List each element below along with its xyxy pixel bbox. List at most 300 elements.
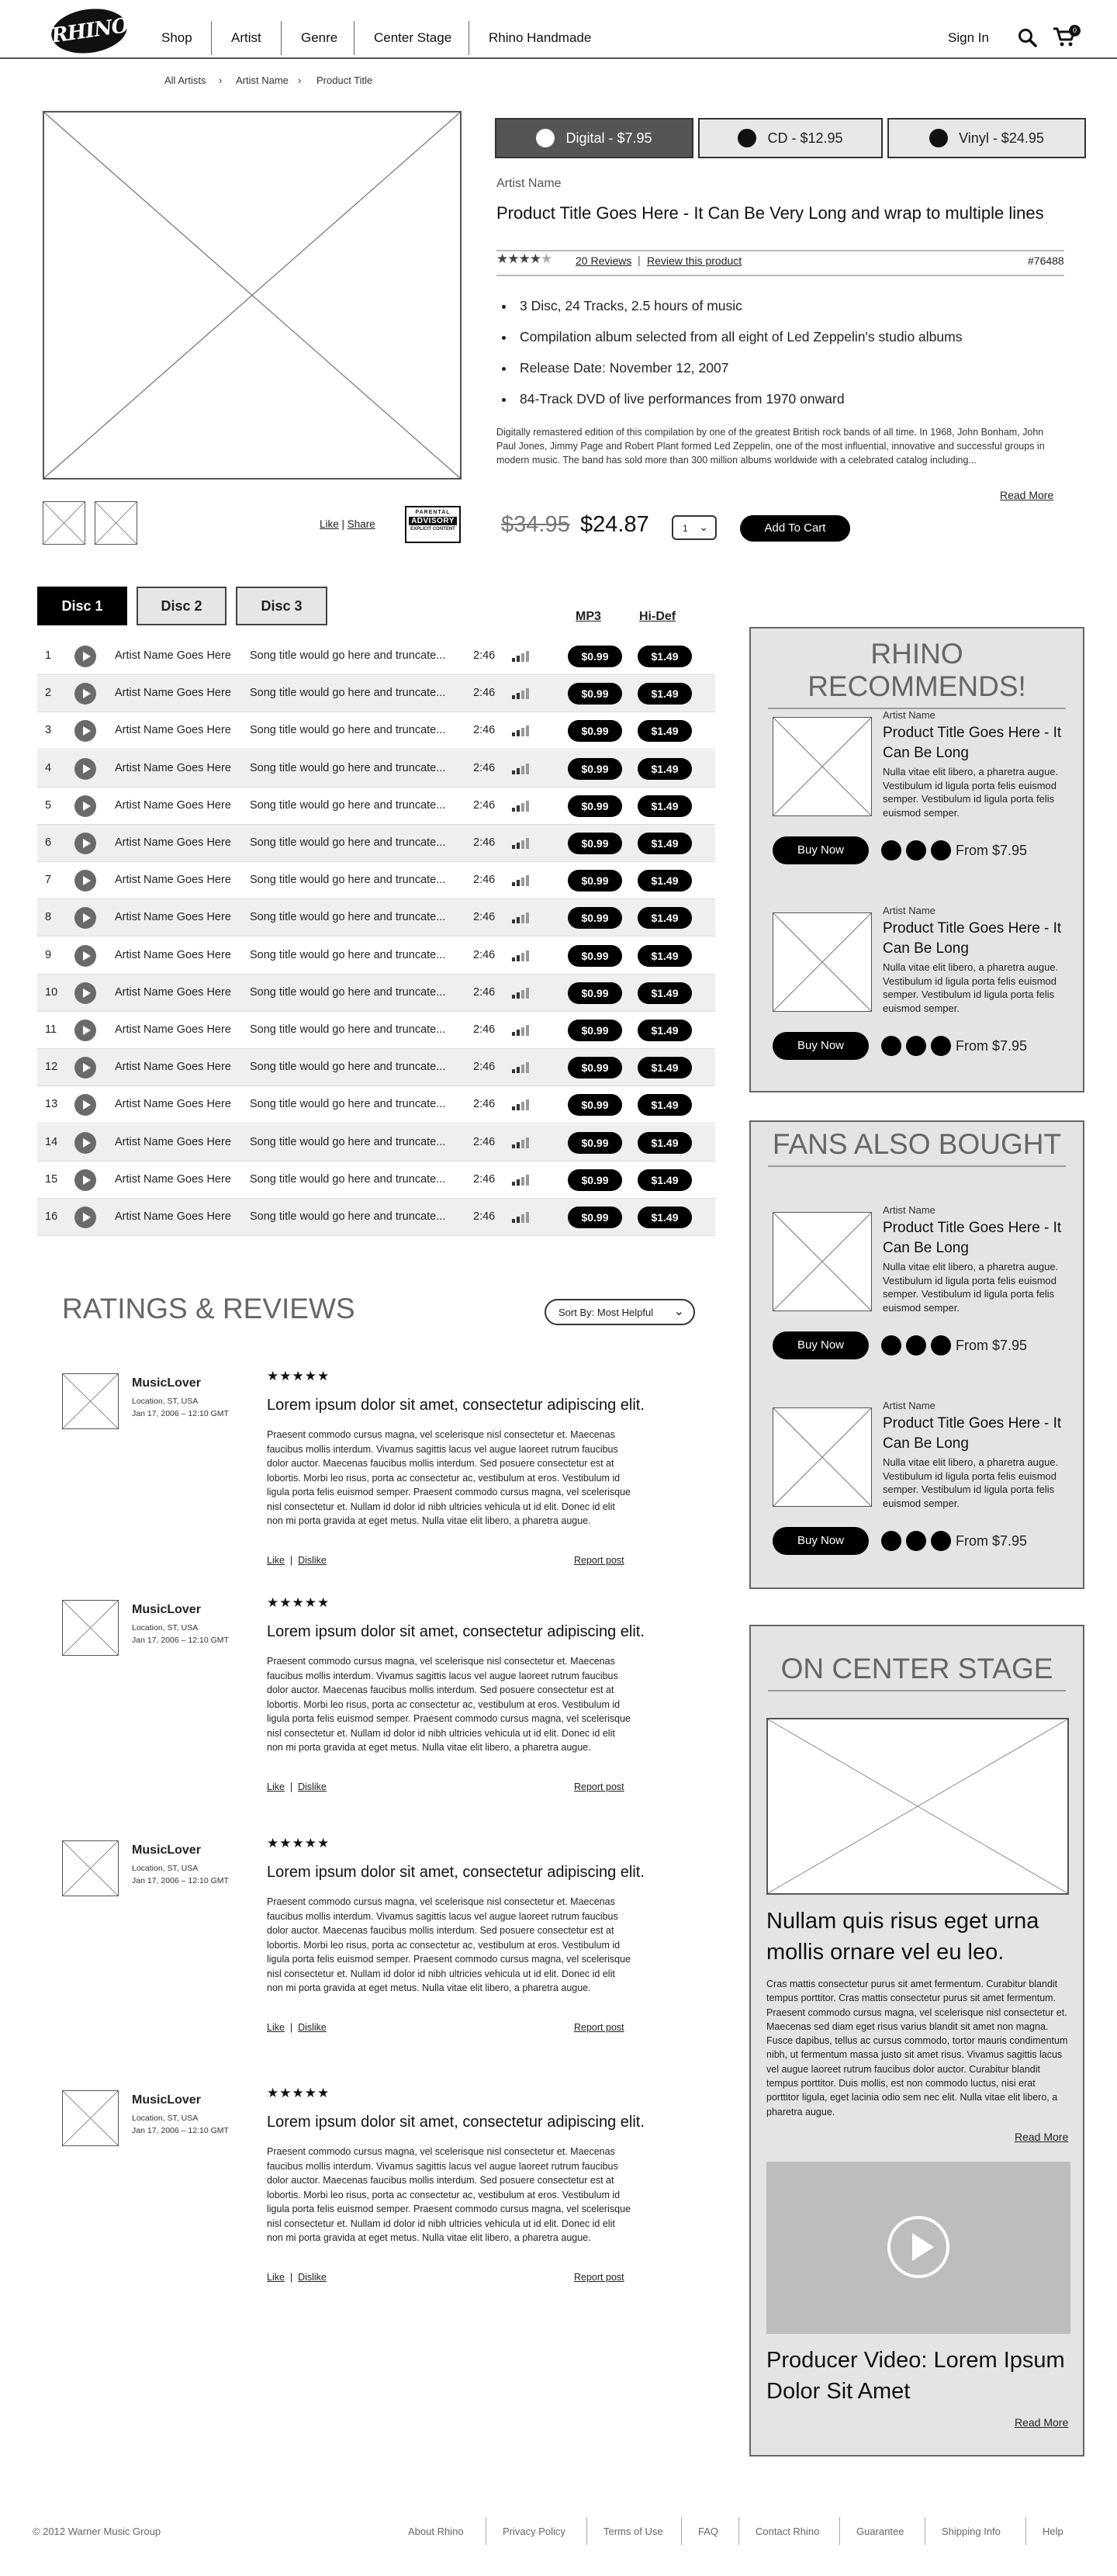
review-date: Jan 17, 2006 – 12:10 GMT: [132, 2126, 229, 2135]
play-icon[interactable]: [74, 1020, 96, 1041]
track-artist[interactable]: Artist Name Goes Here: [115, 761, 231, 774]
format-cd-tab[interactable]: CD - $12.95: [698, 118, 883, 158]
format-dot-icon[interactable]: [931, 1335, 951, 1356]
nav-genre[interactable]: Genre: [301, 30, 338, 45]
buy-mp3-button[interactable]: $0.99: [568, 720, 622, 742]
footer-link[interactable]: Privacy Policy: [503, 2526, 565, 2537]
reviewer-avatar: [62, 1840, 119, 1896]
search-icon[interactable]: [1018, 28, 1038, 48]
track-artist[interactable]: Artist Name Goes Here: [115, 1061, 231, 1074]
buy-mp3-button[interactable]: $0.99: [568, 758, 622, 780]
buy-hidef-button[interactable]: $1.49: [638, 795, 692, 817]
track-title[interactable]: Song title would go here and truncate...: [250, 1023, 446, 1036]
sidebar-product-image[interactable]: [773, 1407, 872, 1507]
track-artist[interactable]: Artist Name Goes Here: [115, 1135, 231, 1148]
review-title: Lorem ipsum dolor sit amet, consectetur adipiscing elit.: [267, 1397, 645, 1414]
track-row: [37, 1086, 715, 1124]
review-body: Praesent commodo cursus magna, vel scelerisque nisl consectetur et. Maecenas faucibus mollis interdum. Vivamus sagittis lacus vel augue laoreet rutrum faucibus dolor auctor. Maecenas faucibus mollis interdum. Sed posuere consectetur est at lobortis. Morbi leo risus, porta ac consectetur ac, vestibulum at eros. Vestibulum id ligula porta felis euismod semper. Praesent commodo cursus magna, vel scelerisque nisl consectetur et. Nullam id dolor id nibh ultricies vehicula ut id elit. Donec id elit non mi porta gravida at eget metus. Nulla vitae elit libero, a pharetra augue.: [267, 1896, 631, 1993]
footer-link[interactable]: About Rhino: [408, 2526, 464, 2537]
track-artist[interactable]: Artist Name Goes Here: [115, 948, 231, 961]
like-link[interactable]: Like: [267, 2272, 285, 2283]
track-title[interactable]: Song title would go here and truncate...: [250, 798, 446, 812]
buy-hidef-button[interactable]: $1.49: [638, 945, 692, 967]
review-title: Lorem ipsum dolor sit amet, consectetur adipiscing elit.: [267, 1623, 645, 1640]
buy-now-button[interactable]: Buy Now: [773, 1032, 869, 1060]
play-icon[interactable]: [74, 833, 96, 854]
track-row: [37, 937, 715, 975]
product-features: [498, 298, 962, 422]
buy-mp3-button[interactable]: $0.99: [568, 646, 622, 667]
track-row: [37, 1124, 715, 1162]
nav-rhino-handmade[interactable]: Rhino Handmade: [489, 30, 592, 45]
popularity-icon: [512, 651, 532, 662]
buy-hidef-button[interactable]: $1.49: [638, 1057, 692, 1079]
center-stage-body: Cras mattis consectetur purus sit amet fermentum. Curabitur blandit tempus porttitor. Cras mattis consectetur purus sit amet fermentum. Praesent commodo cursus magna, vel scelerisque nisl consectetur et. Maecenas sed diam eget risus varius blandit sit amet non magna. Fusce dapibus, tellus ac cursus commodo, tortor mauris condimentum nibh, ut fermentum massa justo sit amet risus. Vivamus sagittis lacus vel augue laoreet rutrum faucibus dolor auctor. Curabitur blandit tempus porttitor. Duis mollis, est non commodo luctus, nisi erat porttitor ligula, eget lacinia odio sem nec elit. Nulla vitae elit libero, a pharetra augue.: [766, 1979, 1068, 2117]
reviewer-location: Location, ST, USA: [132, 1397, 199, 1406]
track-duration: 2:46: [473, 1172, 496, 1186]
play-icon[interactable]: [887, 2216, 949, 2278]
sidebar-product-title[interactable]: Product Title Goes Here - It Can Be Long: [883, 725, 1062, 761]
track-artist[interactable]: Artist Name Goes Here: [115, 687, 231, 700]
track-number: 13: [45, 1098, 58, 1111]
product-description: Digitally remastered edition of this compilation by one of the greatest British rock bands of all time. In 1968, John Bonham, John Paul Jones, Jimmy Page and Robert Plant formed Led Zeppelin, one of the most influential, innovative and successful groups in modern music. The band has sold more than 300 million albums worldwide with a celebrated catalog including...: [496, 427, 1045, 466]
buy-hidef-button[interactable]: $1.49: [638, 720, 692, 742]
popularity-icon: [512, 801, 532, 812]
format-dot-icon[interactable]: [881, 840, 901, 860]
footer-link[interactable]: Guarantee: [856, 2526, 904, 2537]
report-post-link[interactable]: Report post: [574, 1781, 624, 1792]
video-player[interactable]: [766, 2162, 1070, 2334]
format-dot-icon[interactable]: [881, 1531, 901, 1551]
rhino-logo[interactable]: RHINO: [49, 4, 130, 57]
add-to-cart-button[interactable]: Add To Cart: [740, 515, 850, 542]
track-row: [37, 675, 715, 712]
reviews-heading: RATINGS & REVIEWS: [62, 1293, 355, 1324]
play-icon[interactable]: [74, 646, 96, 667]
breadcrumb-all-artists[interactable]: All Artists: [164, 74, 206, 86]
buy-mp3-button[interactable]: $0.99: [568, 1132, 622, 1154]
track-artist[interactable]: Artist Name Goes Here: [115, 836, 231, 849]
buy-hidef-button[interactable]: $1.49: [638, 1020, 692, 1041]
nav-divider: [281, 21, 282, 55]
review-title: Lorem ipsum dolor sit amet, consectetur adipiscing elit.: [267, 1864, 645, 1881]
track-duration: 2:46: [473, 1210, 496, 1223]
track-title[interactable]: Song title would go here and truncate...: [250, 985, 446, 999]
dislike-link[interactable]: Dislike: [298, 1555, 327, 1566]
track-duration: 2:46: [473, 724, 496, 737]
play-icon[interactable]: [74, 1207, 96, 1228]
review-stars: ★★★★★: [267, 2086, 330, 2100]
format-dot-icon[interactable]: [906, 1335, 926, 1356]
like-link[interactable]: Like: [267, 1781, 285, 1792]
product-thumbnail[interactable]: [95, 501, 137, 545]
track-row: [37, 862, 715, 899]
tab-disc-3[interactable]: Disc 3: [236, 587, 327, 625]
radio-icon: [738, 129, 756, 147]
dislike-link[interactable]: Dislike: [298, 2022, 327, 2033]
buy-mp3-button[interactable]: $0.99: [568, 982, 622, 1004]
center-stage-heading: ON CENTER STAGE: [768, 1653, 1066, 1691]
header-divider: [0, 57, 1117, 59]
center-stage-read-more[interactable]: Read More: [1015, 2131, 1069, 2143]
track-number: 8: [45, 911, 52, 924]
format-dot-icon[interactable]: [906, 840, 926, 860]
track-row: [37, 1199, 715, 1236]
track-artist[interactable]: Artist Name Goes Here: [115, 985, 231, 999]
popularity-icon: [512, 1099, 532, 1110]
track-artist[interactable]: Artist Name Goes Here: [115, 1098, 231, 1111]
play-icon[interactable]: [74, 758, 96, 780]
track-number: 2: [45, 687, 52, 700]
sidebar-product-desc: Nulla vitae elit libero, a pharetra augue. Vestibulum id ligula porta felis euismod semper. Vestibulum id ligula porta felis euismod semper.: [883, 766, 1059, 819]
popularity-icon: [512, 1212, 532, 1223]
footer-link[interactable]: Contact Rhino: [756, 2526, 820, 2537]
track-row: [37, 1012, 715, 1049]
review-title: Lorem ipsum dolor sit amet, consectetur adipiscing elit.: [267, 2114, 645, 2131]
popularity-icon: [512, 1175, 532, 1186]
track-number: 12: [45, 1061, 58, 1074]
track-title[interactable]: Song title would go here and truncate...: [250, 687, 446, 700]
review-votes: Like | Dislike: [267, 1781, 327, 1792]
buy-hidef-button[interactable]: $1.49: [638, 1094, 692, 1116]
like-link[interactable]: Like: [320, 518, 339, 530]
report-post-link[interactable]: Report post: [574, 2272, 624, 2283]
play-icon[interactable]: [74, 945, 96, 967]
buy-hidef-button[interactable]: $1.49: [638, 870, 692, 892]
popularity-icon: [512, 838, 532, 849]
sidebar-product-artist[interactable]: Artist Name: [883, 1204, 935, 1216]
format-dot-icon[interactable]: [906, 1531, 926, 1551]
chevron-down-icon: ⌄: [673, 1305, 684, 1318]
reviewer-avatar: [62, 1373, 119, 1429]
nav-center-stage[interactable]: Center Stage: [374, 30, 452, 45]
review-votes: Like | Dislike: [267, 2272, 327, 2283]
buy-mp3-button[interactable]: $0.99: [568, 945, 622, 967]
track-artist[interactable]: Artist Name Goes Here: [115, 1023, 231, 1036]
track-duration: 2:46: [473, 1023, 496, 1036]
track-number: 5: [45, 798, 52, 812]
feature-item: • 84-Track DVD of live performances from 1970 onward: [515, 391, 962, 407]
format-vinyl-tab[interactable]: Vinyl - $24.95: [887, 118, 1086, 158]
track-duration: 2:46: [473, 798, 496, 812]
review-body: Praesent commodo cursus magna, vel scelerisque nisl consectetur et. Maecenas faucibus mollis interdum. Vivamus sagittis lacus vel augue laoreet rutrum faucibus dolor auctor. Maecenas faucibus mollis interdum. Sed posuere consectetur est at lobortis. Morbi leo risus, porta ac consectetur ac, vestibulum at eros. Vestibulum id ligula porta felis euismod semper. Praesent commodo cursus magna, vel scelerisque nisl consectetur et. Nullam id dolor id nibh ultricies vehicula ut id elit. Donec id elit non mi porta gravida at eget metus. Nulla vitae elit libero, a pharetra augue.: [267, 2146, 631, 2243]
format-dots: [881, 840, 951, 860]
track-artist[interactable]: Artist Name Goes Here: [115, 798, 231, 812]
like-link[interactable]: Like: [267, 2022, 285, 2033]
tab-disc-2[interactable]: Disc 2: [137, 587, 227, 625]
footer-divider: [681, 2517, 682, 2545]
radio-icon: [536, 129, 555, 147]
track-artist[interactable]: Artist Name Goes Here: [115, 911, 231, 924]
track-title[interactable]: Song title would go here and truncate...: [250, 1172, 446, 1186]
buy-mp3-button[interactable]: $0.99: [568, 1057, 622, 1079]
sidebar-product-title[interactable]: Product Title Goes Here - It Can Be Long: [883, 1415, 1062, 1452]
popularity-icon: [512, 763, 532, 774]
track-artist[interactable]: Artist Name Goes Here: [115, 724, 231, 737]
popularity-icon: [512, 988, 532, 999]
review-stars: ★★★★★: [267, 1595, 330, 1610]
buy-now-button[interactable]: Buy Now: [773, 1527, 869, 1555]
buy-hidef-button[interactable]: $1.49: [638, 1207, 692, 1228]
sidebar-product-desc: Nulla vitae elit libero, a pharetra augue. Vestibulum id ligula porta felis euismod semper. Vestibulum id ligula porta felis euismod semper.: [883, 961, 1059, 1014]
buy-hidef-button[interactable]: $1.49: [638, 758, 692, 780]
buy-hidef-button[interactable]: $1.49: [638, 683, 692, 705]
footer-divider: [738, 2517, 739, 2545]
track-title[interactable]: Song title would go here and truncate...: [250, 1061, 446, 1074]
center-stage-headline[interactable]: Nullam quis risus eget urna mollis ornare vel eu leo.: [766, 1909, 1039, 1965]
footer-divider: [586, 2517, 587, 2545]
play-icon[interactable]: [74, 907, 96, 929]
track-title[interactable]: Song title would go here and truncate...: [250, 649, 446, 662]
track-title[interactable]: Song title would go here and truncate...: [250, 1098, 446, 1111]
radio-icon: [929, 129, 948, 147]
reviews-count-link[interactable]: 20 Reviews: [576, 254, 632, 267]
nav-shop[interactable]: Shop: [161, 30, 192, 45]
track-duration: 2:46: [473, 911, 496, 924]
format-dots: [881, 1036, 951, 1056]
track-row: [37, 899, 715, 937]
review-date: Jan 17, 2006 – 12:10 GMT: [132, 1876, 229, 1885]
original-price: $34.95: [501, 512, 570, 537]
chevron-down-icon: ⌄: [699, 521, 708, 533]
nav-artist[interactable]: Artist: [231, 30, 261, 45]
play-icon[interactable]: [74, 795, 96, 817]
track-duration: 2:46: [473, 948, 496, 961]
sidebar-product-image[interactable]: [773, 1212, 872, 1311]
buy-hidef-button[interactable]: $1.49: [638, 646, 692, 667]
buy-mp3-button[interactable]: $0.99: [568, 833, 622, 854]
divider: [496, 275, 1064, 276]
track-title[interactable]: Song title would go here and truncate...: [250, 948, 446, 961]
track-title[interactable]: Song title would go here and truncate...: [250, 761, 446, 774]
popularity-icon: [512, 912, 532, 923]
product-image[interactable]: [43, 111, 462, 480]
track-number: 6: [45, 836, 52, 849]
parental-advisory-logo: PARENTAL ADVISORY EXPLICIT CONTENT: [405, 506, 461, 543]
feature-item: • Compilation album selected from all eight of Led Zeppelin's studio albums: [515, 329, 962, 345]
track-duration: 2:46: [473, 687, 496, 700]
track-duration: 2:46: [473, 874, 496, 887]
format-dots: [881, 1335, 951, 1356]
play-icon[interactable]: [74, 870, 96, 892]
buy-mp3-button[interactable]: $0.99: [568, 795, 622, 817]
footer-link[interactable]: FAQ: [698, 2526, 719, 2537]
from-price: From $7.95: [956, 1038, 1028, 1054]
footer-divider: [839, 2517, 840, 2545]
play-icon[interactable]: [74, 1169, 96, 1191]
chevron-right-icon: ›: [298, 74, 302, 86]
copyright: © 2012 Warner Music Group: [33, 2526, 161, 2537]
hidef-column-header: Hi-Def: [639, 610, 676, 623]
buy-mp3-button[interactable]: $0.99: [568, 870, 622, 892]
review-product-link[interactable]: Review this product: [647, 254, 742, 267]
from-price: From $7.95: [956, 1533, 1028, 1549]
track-number: 7: [45, 874, 52, 887]
track-number: 1: [45, 649, 52, 662]
track-row: [37, 975, 715, 1012]
reviewer-avatar: [62, 2090, 119, 2146]
sidebar-product-desc: Nulla vitae elit libero, a pharetra augue. Vestibulum id ligula porta felis euismod semper. Vestibulum id ligula porta felis euismod semper.: [883, 1261, 1059, 1314]
sidebar-product-artist[interactable]: Artist Name: [883, 1400, 935, 1411]
review-date: Jan 17, 2006 – 12:10 GMT: [132, 1409, 229, 1418]
track-title[interactable]: Song title would go here and truncate...: [250, 836, 446, 849]
review-votes: Like | Dislike: [267, 2022, 327, 2033]
track-number: 15: [45, 1172, 58, 1186]
like-link[interactable]: Like: [267, 1555, 285, 1566]
like-share: Like | Share: [320, 518, 375, 530]
share-link[interactable]: Share: [347, 518, 375, 530]
reviewer-location: Location, ST, USA: [132, 1623, 199, 1633]
buy-hidef-button[interactable]: $1.49: [638, 1169, 692, 1191]
footer-link[interactable]: Help: [1043, 2526, 1063, 2537]
format-dot-icon[interactable]: [906, 1036, 926, 1056]
reviewer-name[interactable]: MusicLover: [132, 1844, 201, 1857]
track-number: 4: [45, 761, 52, 774]
reviewer-location: Location, ST, USA: [132, 1864, 199, 1873]
from-price: From $7.95: [956, 1338, 1028, 1353]
product-sku: #76488: [1028, 254, 1064, 267]
format-dot-icon[interactable]: [881, 1335, 901, 1356]
breadcrumb-artist-name[interactable]: Artist Name: [236, 74, 289, 86]
track-artist[interactable]: Artist Name Goes Here: [115, 1172, 231, 1186]
review-body: Praesent commodo cursus magna, vel scelerisque nisl consectetur et. Maecenas faucibus mollis interdum. Vivamus sagittis lacus vel augue laoreet rutrum faucibus dolor auctor. Maecenas faucibus mollis interdum. Sed posuere consectetur est at lobortis. Morbi leo risus, porta ac consectetur ac, vestibulum at eros. Vestibulum id ligula porta felis euismod semper. Praesent commodo cursus magna, vel scelerisque nisl consectetur et. Nullam id dolor id nibh ultricies vehicula ut id elit. Donec id elit non mi porta gravida at eget metus. Nulla vitae elit libero, a pharetra augue.: [267, 1656, 631, 1753]
quantity-select[interactable]: 1 ⌄: [672, 515, 717, 540]
reviewer-name[interactable]: MusicLover: [132, 1376, 201, 1390]
track-duration: 2:46: [473, 836, 496, 849]
track-artist[interactable]: Artist Name Goes Here: [115, 1210, 231, 1223]
sign-in-link[interactable]: Sign In: [948, 30, 989, 45]
track-duration: 2:46: [473, 1098, 496, 1111]
product-artist[interactable]: Artist Name: [496, 177, 562, 190]
buy-mp3-button[interactable]: $0.99: [568, 1094, 622, 1116]
track-row: [37, 750, 715, 788]
separator: |: [638, 254, 641, 266]
popularity-icon: [512, 725, 532, 736]
buy-now-button[interactable]: Buy Now: [773, 1331, 869, 1359]
sidebar-product-title[interactable]: Product Title Goes Here - It Can Be Long: [883, 920, 1062, 957]
review-votes: Like | Dislike: [267, 1555, 327, 1566]
video-title[interactable]: Producer Video: Lorem Ipsum Dolor Sit Amet: [766, 2348, 1065, 2404]
buy-mp3-button[interactable]: $0.99: [568, 907, 622, 929]
read-more-link[interactable]: Read More: [1000, 489, 1054, 501]
divider: [496, 250, 1064, 251]
dislike-link[interactable]: Dislike: [298, 2272, 327, 2283]
cart-count-badge: 0: [1069, 25, 1081, 36]
track-title[interactable]: Song title would go here and truncate...: [250, 724, 446, 737]
popularity-icon: [512, 950, 532, 961]
report-post-link[interactable]: Report post: [574, 1555, 624, 1566]
format-dot-icon[interactable]: [931, 1036, 951, 1056]
recommends-heading: RHINO RECOMMENDS!: [768, 638, 1066, 709]
buy-now-button[interactable]: Buy Now: [773, 836, 869, 864]
popularity-icon: [512, 1137, 532, 1148]
popularity-icon: [512, 1062, 532, 1073]
buy-hidef-button[interactable]: $1.49: [638, 833, 692, 854]
popularity-icon: [512, 1025, 532, 1036]
format-dot-icon[interactable]: [931, 840, 951, 860]
reviewer-name[interactable]: MusicLover: [132, 1603, 201, 1616]
track-duration: 2:46: [473, 649, 496, 662]
format-dot-icon[interactable]: [881, 1036, 901, 1056]
track-number: 16: [45, 1210, 58, 1223]
sidebar-product-artist[interactable]: Artist Name: [883, 905, 935, 916]
format-digital-tab[interactable]: Digital - $7.95: [495, 118, 693, 158]
reviewer-avatar: [62, 1600, 119, 1656]
play-icon[interactable]: [74, 982, 96, 1004]
buy-hidef-button[interactable]: $1.49: [638, 1132, 692, 1154]
report-post-link[interactable]: Report post: [574, 2022, 624, 2033]
buy-mp3-button[interactable]: $0.99: [568, 683, 622, 705]
track-duration: 2:46: [473, 1135, 496, 1148]
sidebar-product-artist[interactable]: Artist Name: [883, 709, 935, 721]
track-title[interactable]: Song title would go here and truncate...: [250, 874, 446, 887]
sidebar-product-image[interactable]: [773, 717, 872, 816]
play-icon[interactable]: [74, 720, 96, 742]
track-row: [37, 788, 715, 825]
play-icon[interactable]: [74, 1057, 96, 1079]
footer-link[interactable]: Terms of Use: [603, 2526, 663, 2537]
format-dot-icon[interactable]: [931, 1531, 951, 1551]
popularity-icon: [512, 875, 532, 886]
tab-disc-1[interactable]: Disc 1: [37, 587, 127, 625]
track-number: 3: [45, 724, 52, 737]
track-row: [37, 712, 715, 750]
buy-mp3-button[interactable]: $0.99: [568, 1169, 622, 1191]
dislike-link[interactable]: Dislike: [298, 1781, 327, 1792]
buy-hidef-button[interactable]: $1.49: [638, 907, 692, 929]
track-duration: 2:46: [473, 1061, 496, 1074]
mp3-column-header: MP3: [576, 610, 601, 623]
track-number: 10: [45, 985, 58, 999]
sort-dropdown[interactable]: Sort By: Most Helpful ⌄: [545, 1299, 695, 1325]
nav-divider: [211, 21, 212, 55]
track-row: [37, 1162, 715, 1199]
review-stars: ★★★★★: [267, 1369, 330, 1383]
play-icon[interactable]: [74, 1132, 96, 1154]
track-title[interactable]: Song title would go here and truncate...: [250, 1210, 446, 1223]
buy-mp3-button[interactable]: $0.99: [568, 1207, 622, 1228]
reviewer-location: Location, ST, USA: [132, 2114, 199, 2123]
track-number: 11: [45, 1023, 57, 1036]
footer-link[interactable]: Shipping Info: [942, 2526, 1001, 2537]
track-duration: 2:46: [473, 985, 496, 999]
track-row: [37, 825, 715, 862]
center-stage-image[interactable]: [766, 1718, 1069, 1895]
track-title[interactable]: Song title would go here and truncate...: [250, 1135, 446, 1148]
sidebar-product-title[interactable]: Product Title Goes Here - It Can Be Long: [883, 1220, 1062, 1256]
video-read-more[interactable]: Read More: [1015, 2416, 1069, 2429]
track-title[interactable]: Song title would go here and truncate...: [250, 911, 446, 924]
track-artist[interactable]: Artist Name Goes Here: [115, 874, 231, 887]
review-date: Jan 17, 2006 – 12:10 GMT: [132, 1636, 229, 1645]
buy-hidef-button[interactable]: $1.49: [638, 982, 692, 1004]
center-stage-panel: [749, 1625, 1084, 2457]
play-icon[interactable]: [74, 1094, 96, 1116]
feature-item: • Release Date: November 12, 2007: [515, 360, 962, 376]
breadcrumb-product-title: Product Title: [316, 74, 373, 86]
sidebar-product-image[interactable]: [773, 912, 872, 1012]
popularity-icon: [512, 688, 532, 699]
buy-mp3-button[interactable]: $0.99: [568, 1020, 622, 1041]
product-thumbnail[interactable]: [43, 501, 85, 545]
review-stars: ★★★★★: [267, 1836, 330, 1851]
track-row: [37, 1049, 715, 1086]
reviewer-name[interactable]: MusicLover: [132, 2093, 201, 2107]
play-icon[interactable]: [74, 683, 96, 705]
sidebar-product-desc: Nulla vitae elit libero, a pharetra augue. Vestibulum id ligula porta felis euismod semper. Vestibulum id ligula porta felis euismod semper.: [883, 1456, 1059, 1509]
track-artist[interactable]: Artist Name Goes Here: [115, 649, 231, 662]
sale-price: $24.87: [580, 512, 649, 537]
